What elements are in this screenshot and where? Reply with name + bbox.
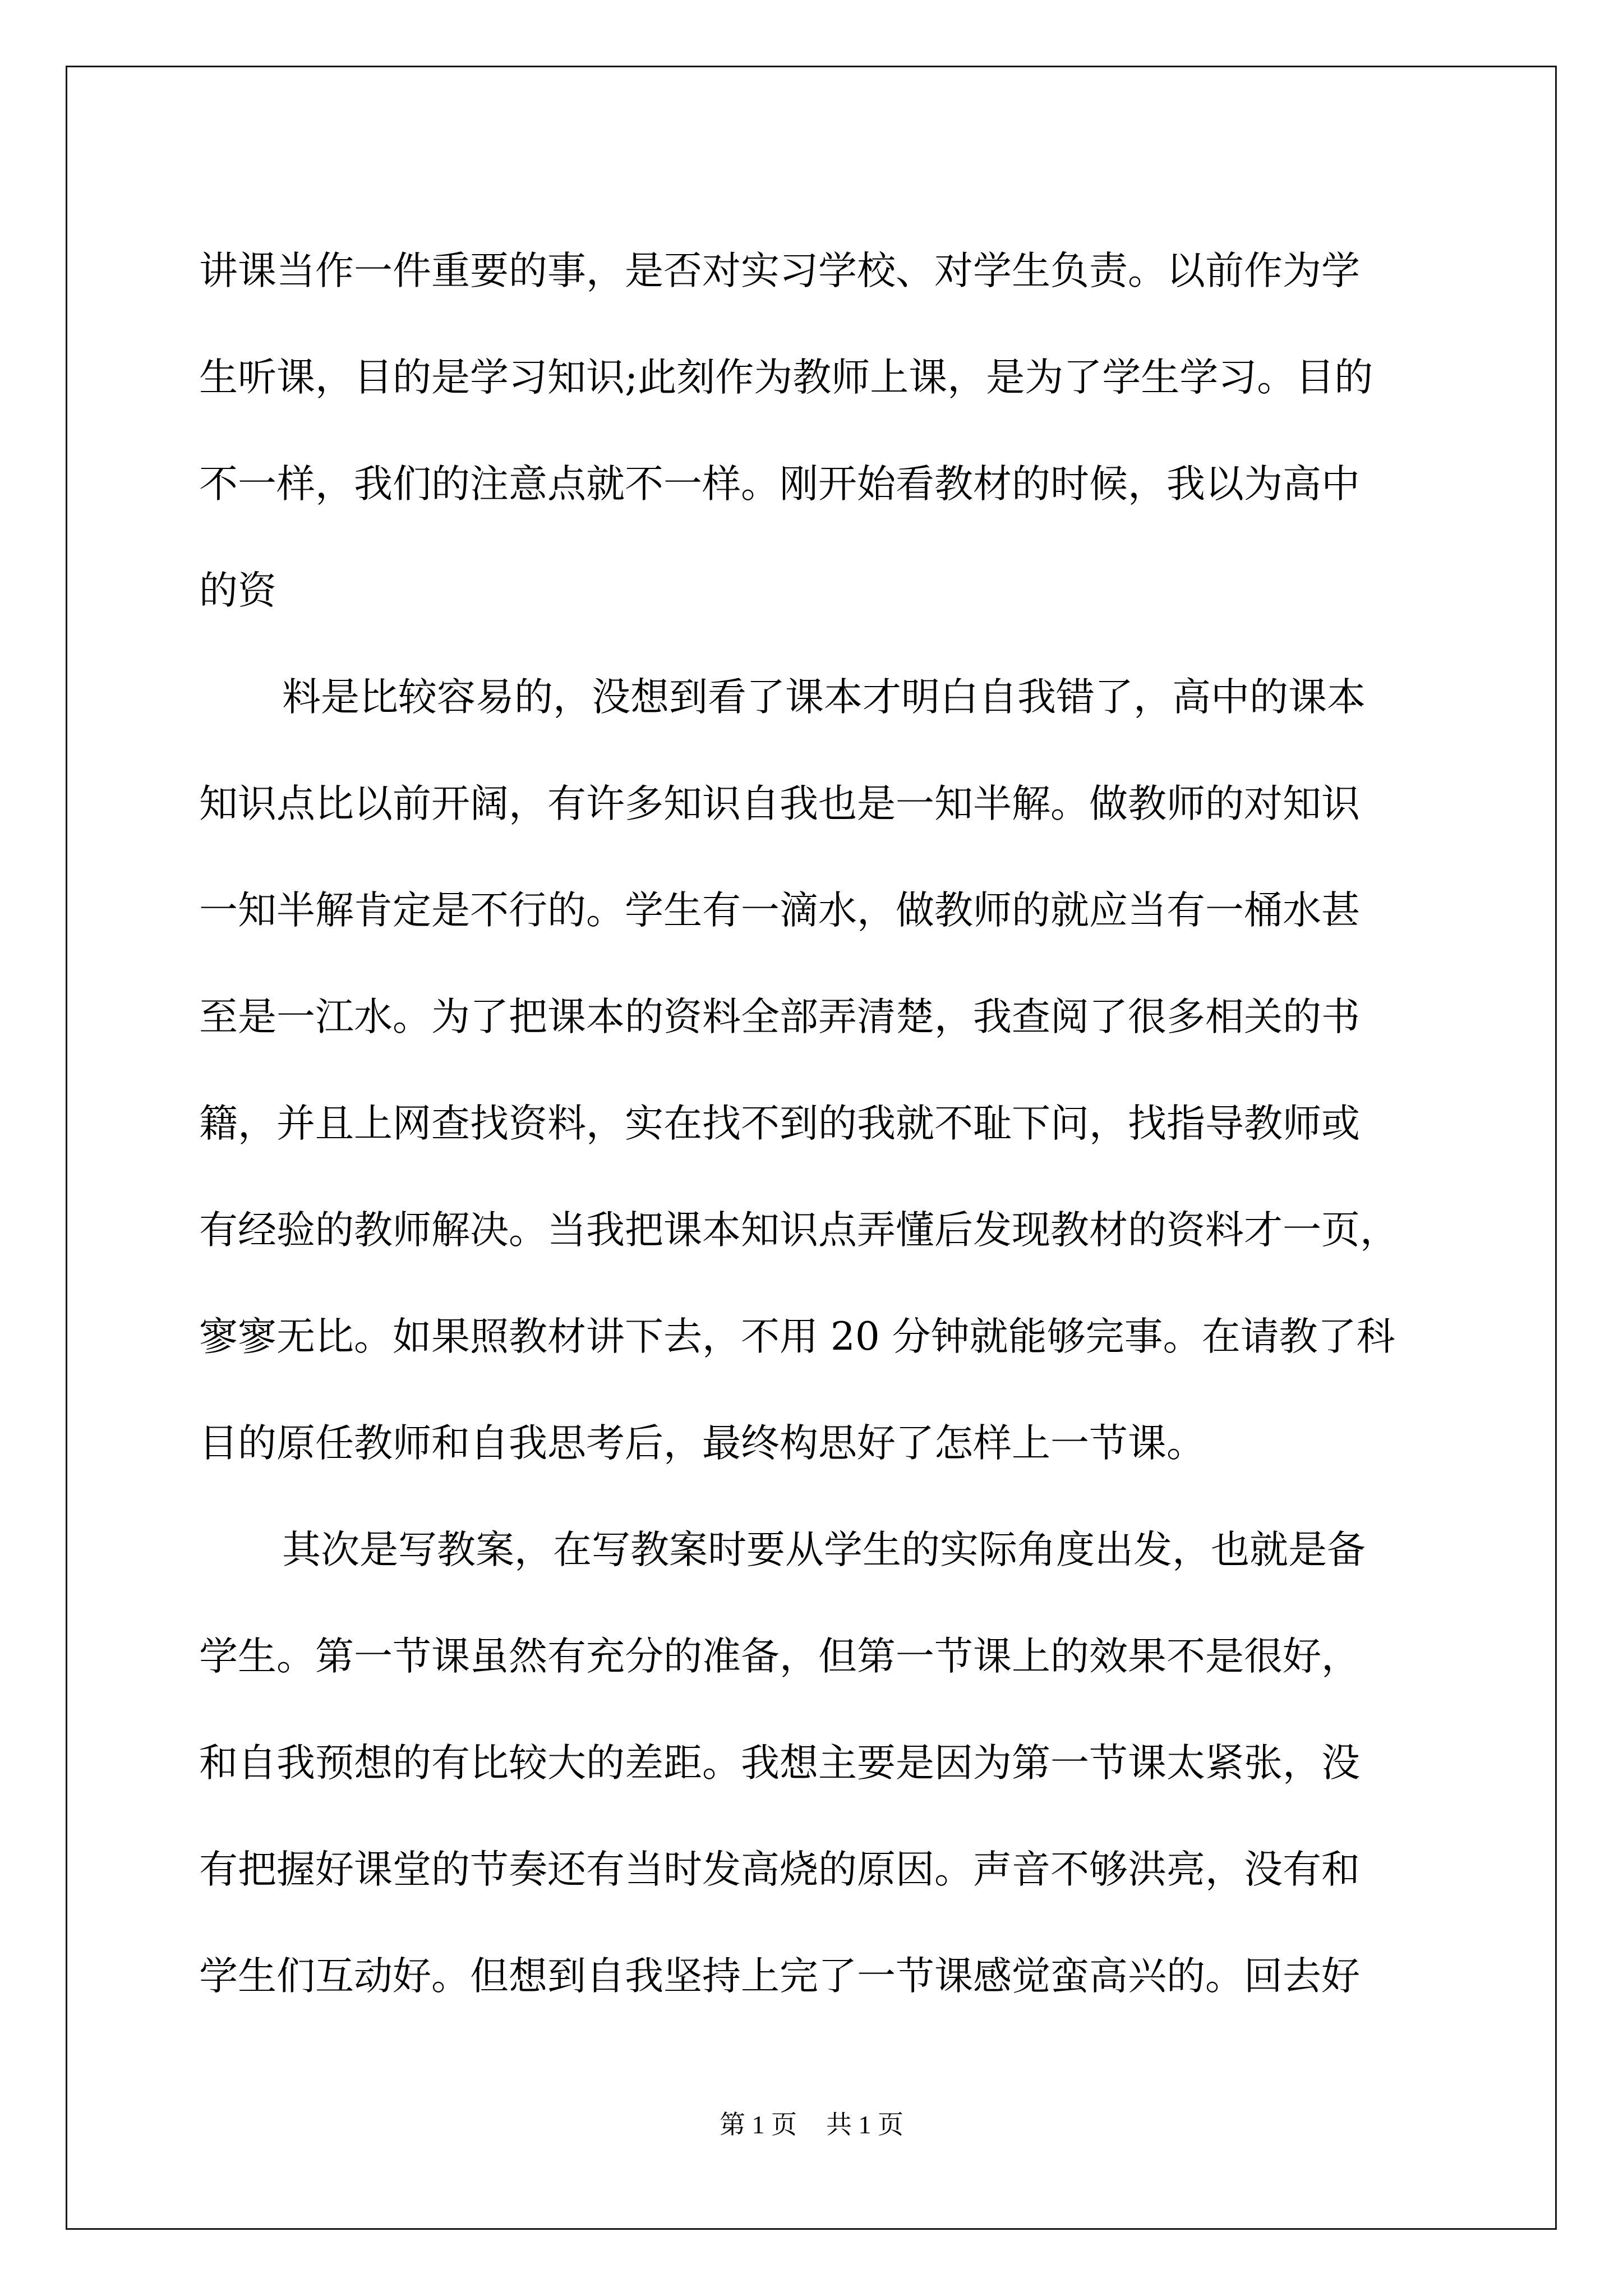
text-line: 的资 bbox=[199, 568, 276, 613]
text-line: 学生。第一节课虽然有充分的准备，但第一节课上的效果不是很好， bbox=[199, 1634, 1360, 1679]
text-line: 和自我预想的有比较大的差距。我想主要是因为第一节课太紧张，没 bbox=[199, 1741, 1360, 1786]
page-number-current: 第 1 页 bbox=[720, 2110, 797, 2139]
text-line: 料是比较容易的，没想到看了课本才明白自我错了，高中的课本 bbox=[282, 675, 1366, 720]
paragraph-1 bbox=[199, 218, 1433, 644]
text-line: 一知半解肯定是不行的。学生有一滴水，做教师的就应当有一桶水甚 bbox=[199, 888, 1360, 933]
text-line: 讲课当作一件重要的事，是否对实习学校、对学生负责。以前作为学 bbox=[199, 249, 1360, 293]
text-line: 寥寥无比。如果照教材讲下去，不用 20 分钟就能够完事。在请教了科 bbox=[199, 1314, 1395, 1359]
paragraph-3 bbox=[199, 1497, 1433, 2030]
page-footer bbox=[0, 2108, 1623, 2142]
paragraph-2 bbox=[199, 644, 1433, 1497]
text-line: 籍，并且上网查找资料，实在找不到的我就不耻下问，找指导教师或 bbox=[199, 1101, 1360, 1146]
text-line: 知识点比以前开阔，有许多知识自我也是一知半解。做教师的对知识 bbox=[199, 781, 1360, 826]
document-body bbox=[199, 218, 1433, 2030]
text-line: 生听课，目的是学习知识;此刻作为教师上课，是为了学生学习。目的 bbox=[199, 355, 1373, 400]
text-line: 不一样，我们的注意点就不一样。刚开始看教材的时候，我以为高中 bbox=[199, 462, 1360, 507]
page-number-total: 共 1 页 bbox=[826, 2110, 903, 2139]
text-line: 学生们互动好。但想到自我坚持上完了一节课感觉蛮高兴的。回去好 bbox=[199, 1954, 1360, 1999]
text-line: 有经验的教师解决。当我把课本知识点弄懂后发现教材的资料才一页， bbox=[199, 1208, 1399, 1253]
text-line: 目的原任教师和自我思考后，最终构思好了怎样上一节课。 bbox=[199, 1421, 1205, 1466]
text-line: 其次是写教案，在写教案时要从学生的实际角度出发，也就是备 bbox=[282, 1527, 1366, 1572]
text-line: 至是一江水。为了把课本的资料全部弄清楚，我查阅了很多相关的书 bbox=[199, 995, 1360, 1039]
text-line: 有把握好课堂的节奏还有当时发高烧的原因。声音不够洪亮，没有和 bbox=[199, 1847, 1360, 1892]
